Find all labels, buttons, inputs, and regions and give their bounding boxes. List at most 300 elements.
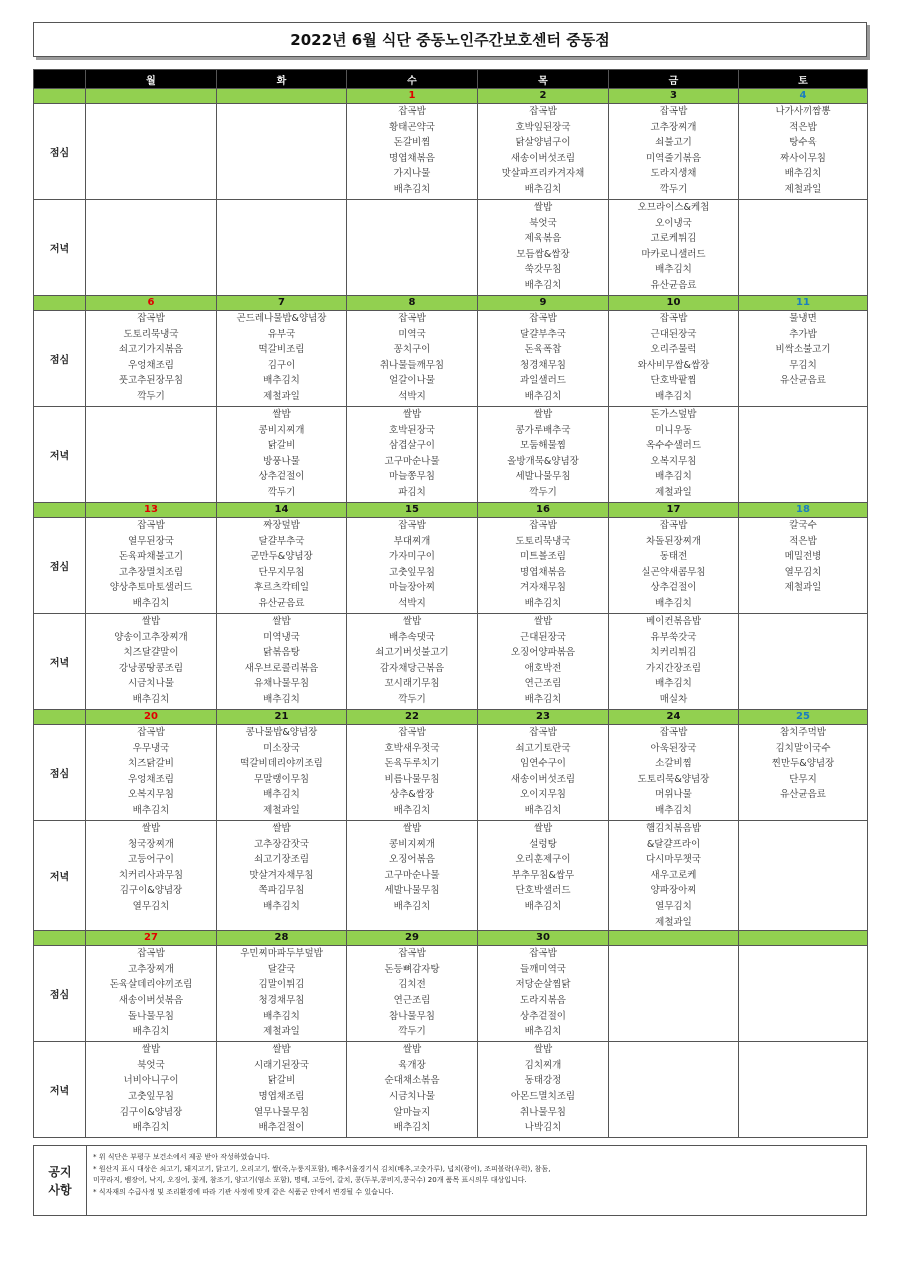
notice-line: * 위 식단은 부평구 보건소에서 제공 받아 작성하였습니다. xyxy=(93,1153,270,1161)
menu-item: 배추김치 xyxy=(393,804,431,816)
menu-item: 세발나물무침 xyxy=(515,471,571,483)
menu-item: 쌀밥 xyxy=(533,823,553,834)
menu-item: 제철과일 xyxy=(263,804,300,816)
menu-item: 아욱된장국 xyxy=(650,742,697,754)
menu-cell-wed xyxy=(347,518,478,614)
menu-cell-sat xyxy=(739,821,868,931)
menu-item: 열무김치 xyxy=(655,900,692,912)
menu-item: 쌀밥 xyxy=(141,616,161,627)
menu-cell-sat xyxy=(739,614,868,710)
meal-row-dinner xyxy=(34,407,868,503)
menu-cell-thu xyxy=(478,311,609,407)
menu-item: 단무지 xyxy=(789,773,817,785)
menu-cell-mon xyxy=(86,104,217,200)
menu-item: 적은밥 xyxy=(789,121,817,133)
menu-item: 겨자채무침 xyxy=(520,582,566,594)
menu-item: 고춧잎무침 xyxy=(389,566,435,578)
menu-item: 명엽채볶음 xyxy=(520,566,566,578)
menu-item: 풋고추된장무침 xyxy=(118,375,184,387)
notice-body xyxy=(87,1146,866,1215)
meal-label-lunch: 점심 xyxy=(34,725,86,821)
menu-item: 제철과일 xyxy=(655,486,692,498)
menu-cell-wed xyxy=(347,725,478,821)
menu-item: 닭갈비 xyxy=(267,1075,296,1087)
menu-item: 배추김치 xyxy=(263,375,300,387)
menu-item: 배추김치 xyxy=(132,1026,170,1038)
menu-cell-fri xyxy=(609,821,739,931)
date-tue xyxy=(217,89,347,104)
menu-item: 머위나물 xyxy=(655,789,692,801)
meal-label-dinner: 저녁 xyxy=(34,821,86,931)
menu-item: 쌀밥 xyxy=(272,823,291,834)
menu-item: 고구마순나물 xyxy=(384,455,440,467)
menu-item: 고추장찌개 xyxy=(650,121,697,133)
menu-cell-tue xyxy=(217,821,347,931)
date-row-corner xyxy=(34,503,86,518)
menu-table xyxy=(33,69,868,1138)
date-sat: 18 xyxy=(739,503,868,518)
menu-cell-fri xyxy=(609,946,739,1042)
day-header-row xyxy=(34,70,868,89)
menu-item: 청경채무침 xyxy=(520,359,566,371)
date-sat xyxy=(739,931,868,946)
menu-item: 치즈닭갈비 xyxy=(128,758,174,770)
menu-cell-tue xyxy=(217,104,347,200)
menu-item: 배추겉절이 xyxy=(258,1122,305,1134)
menu-cell-wed xyxy=(347,104,478,200)
menu-item: 닭살양념구이 xyxy=(515,137,571,149)
day-header-wed: 수 xyxy=(347,70,478,89)
menu-item: 유채나물무침 xyxy=(253,678,310,690)
menu-item: 오리주물럭 xyxy=(650,344,697,356)
menu-item: 치커리튀김 xyxy=(650,647,697,659)
menu-item: 파김치 xyxy=(398,486,426,498)
menu-item: 배추김치 xyxy=(263,900,300,912)
meal-label-dinner: 저녁 xyxy=(34,614,86,710)
menu-item: 오복지무침 xyxy=(650,455,697,467)
menu-body xyxy=(34,89,868,1138)
menu-item: 근대된장국 xyxy=(650,328,697,340)
menu-item: 배추김치 xyxy=(132,1122,170,1134)
menu-cell-wed xyxy=(347,821,478,931)
notice-line: 미꾸라지, 뱀장어, 낙지, 오징어, 꽃게, 참조기, 양고기(염소 포함), 명태, 고등어, 갈치, 콩(두부,콩비지,콩국수) 20개 품목 표시의무 대상입니다. xyxy=(93,1176,527,1185)
menu-cell-mon xyxy=(86,725,217,821)
menu-cell-sat xyxy=(739,725,868,821)
menu-cell-tue xyxy=(217,518,347,614)
menu-item: 가지나물 xyxy=(393,168,431,180)
menu-item: 김구이 xyxy=(267,359,296,371)
menu-item: 배추김치 xyxy=(655,264,692,276)
menu-cell-wed xyxy=(347,946,478,1042)
date-thu: 2 xyxy=(478,89,609,104)
date-fri: 24 xyxy=(609,710,739,725)
menu-item: 순대채소볶음 xyxy=(384,1075,440,1087)
menu-item: 호박된장국 xyxy=(389,424,435,436)
menu-item: 열무김치 xyxy=(132,900,170,912)
date-mon: 20 xyxy=(86,710,217,725)
date-tue: 7 xyxy=(217,296,347,311)
notice-label-line2: 사항 xyxy=(48,1182,72,1197)
menu-item: 차돌된장찌개 xyxy=(645,535,702,547)
menu-item: &달걀프라이 xyxy=(646,838,701,850)
menu-item: 알마늘지 xyxy=(393,1106,431,1118)
menu-item: 쇠고기버섯불고기 xyxy=(375,647,449,659)
menu-item: 삼겹살구이 xyxy=(389,440,435,452)
date-wed: 29 xyxy=(347,931,478,946)
date-fri: 3 xyxy=(609,89,739,104)
menu-item: 제철과일 xyxy=(784,183,822,195)
menu-item: 잡곡밥 xyxy=(659,727,688,738)
menu-item: 석박지 xyxy=(398,390,426,402)
menu-item: 올방개묵&양념장 xyxy=(507,455,579,467)
menu-item: 비름나물무침 xyxy=(384,773,440,785)
menu-item: 열무김치 xyxy=(784,566,822,578)
menu-item: 단무지무침 xyxy=(258,566,305,578)
menu-item: 고구마순나물 xyxy=(384,869,440,881)
menu-item: 쌀밥 xyxy=(402,823,422,834)
menu-cell-fri xyxy=(609,725,739,821)
menu-item: 취나물무침 xyxy=(520,1106,566,1118)
menu-item: 오이냉국 xyxy=(655,217,692,229)
menu-item: 새송이버섯볶음 xyxy=(118,994,184,1006)
date-wed: 8 xyxy=(347,296,478,311)
menu-item: 나가사끼짬뽕 xyxy=(775,106,831,117)
menu-item: 김치전 xyxy=(398,979,426,991)
menu-item: 매실차 xyxy=(659,693,688,705)
day-header-thu: 목 xyxy=(478,70,609,89)
menu-item: 유산균음료 xyxy=(258,597,305,609)
date-row-corner xyxy=(34,931,86,946)
menu-item: 배추김치 xyxy=(132,804,170,816)
menu-item: 근대된장국 xyxy=(520,631,566,643)
menu-item: 오징어볶음 xyxy=(389,854,435,866)
menu-cell-fri xyxy=(609,200,739,296)
menu-cell-tue xyxy=(217,725,347,821)
menu-item: 김치찌개 xyxy=(524,1059,562,1071)
menu-item: 추가밥 xyxy=(789,328,817,340)
menu-item: 모둠해물찜 xyxy=(520,440,566,452)
menu-item: 배추김치 xyxy=(393,900,431,912)
menu-item: 꼬시래기무침 xyxy=(384,678,440,690)
menu-item: 배추김치 xyxy=(393,183,431,195)
menu-item: 고춧잎무침 xyxy=(128,1090,174,1102)
menu-item: 참치주먹밥 xyxy=(780,727,826,738)
menu-item: 찐만두&양념장 xyxy=(771,758,835,770)
menu-item: 잡곡밥 xyxy=(529,520,557,531)
menu-item: 도토리묵&양념장 xyxy=(637,773,710,785)
menu-item: 잡곡밥 xyxy=(659,313,688,324)
menu-item: 쇠불고기 xyxy=(655,137,692,149)
menu-cell-fri xyxy=(609,407,739,503)
menu-item: 메밀전병 xyxy=(784,551,822,563)
date-mon: 27 xyxy=(86,931,217,946)
menu-item: 쌀밥 xyxy=(533,409,553,420)
menu-item: 육개장 xyxy=(398,1059,426,1071)
menu-item: 제철과일 xyxy=(655,916,692,928)
meal-row-dinner xyxy=(34,614,868,710)
menu-item: 제육볶음 xyxy=(524,233,562,245)
menu-item: 유산균음료 xyxy=(780,375,826,387)
date-tue: 21 xyxy=(217,710,347,725)
menu-cell-mon xyxy=(86,1042,217,1138)
menu-item: 우엉채조림 xyxy=(128,359,174,371)
menu-cell-tue xyxy=(217,614,347,710)
menu-cell-tue xyxy=(217,311,347,407)
menu-item: 잡곡밥 xyxy=(398,106,426,117)
date-mon xyxy=(86,89,217,104)
menu-cell-fri xyxy=(609,311,739,407)
menu-item: 적은밥 xyxy=(789,535,817,547)
date-sat: 4 xyxy=(739,89,868,104)
date-tue: 28 xyxy=(217,931,347,946)
menu-item: 새송이버섯조림 xyxy=(510,152,576,164)
menu-cell-mon xyxy=(86,518,217,614)
menu-item: 소갈비찜 xyxy=(655,758,692,770)
menu-item: 배추김치 xyxy=(524,900,562,912)
menu-cell-wed xyxy=(347,614,478,710)
menu-cell-mon xyxy=(86,311,217,407)
date-thu: 16 xyxy=(478,503,609,518)
menu-cell-wed xyxy=(347,407,478,503)
menu-item: 세발나물무침 xyxy=(384,885,440,897)
menu-item: 시금치나물 xyxy=(128,678,174,690)
menu-item: 부대찌개 xyxy=(393,535,431,547)
meal-row-lunch xyxy=(34,946,868,1042)
menu-item: 명엽채볶음 xyxy=(389,152,435,164)
menu-item: 잡곡밥 xyxy=(137,727,165,738)
menu-item: 배추김치 xyxy=(263,789,300,801)
menu-item: 쌀밥 xyxy=(272,616,291,627)
menu-item: 돌나물무침 xyxy=(128,1010,174,1022)
menu-item: 탕수육 xyxy=(789,137,817,149)
menu-item: 강낭콩땅콩조림 xyxy=(118,662,184,674)
menu-item: 방풍나물 xyxy=(263,455,300,467)
menu-item: 우엉채조림 xyxy=(128,773,174,785)
menu-item: 잡곡밥 xyxy=(659,520,688,531)
menu-item: 칼국수 xyxy=(789,520,817,531)
menu-item: 마카로니샐러드 xyxy=(641,248,706,260)
menu-item: 제철과일 xyxy=(263,390,300,402)
menu-item: 돈육살데리야끼조림 xyxy=(109,979,193,991)
menu-item: 열무나물무침 xyxy=(253,1106,310,1118)
meal-label-lunch: 점심 xyxy=(34,311,86,407)
menu-item: 돈갈비찜 xyxy=(393,137,431,149)
menu-item: 닭볶음탕 xyxy=(263,647,300,659)
menu-item: 치커리사과무침 xyxy=(118,869,184,881)
date-row xyxy=(34,296,868,311)
menu-cell-tue xyxy=(217,946,347,1042)
menu-cell-wed xyxy=(347,1042,478,1138)
menu-cell-thu xyxy=(478,725,609,821)
menu-item: 닭갈비 xyxy=(267,440,296,452)
menu-cell-fri xyxy=(609,518,739,614)
menu-item: 고로케튀김 xyxy=(650,233,697,245)
date-fri xyxy=(609,931,739,946)
menu-item: 청국장찌개 xyxy=(128,838,174,850)
menu-item: 배추김치 xyxy=(655,390,692,402)
date-row-corner xyxy=(34,296,86,311)
meal-row-dinner xyxy=(34,821,868,931)
menu-item: 잡곡밥 xyxy=(398,948,426,960)
menu-cell-mon xyxy=(86,946,217,1042)
menu-cell-fri xyxy=(609,614,739,710)
menu-item: 석박지 xyxy=(398,597,426,609)
menu-item: 쪽파김무침 xyxy=(258,885,305,897)
menu-item: 연근조림 xyxy=(393,994,431,1006)
menu-item: 우민찌마파두부덮밥 xyxy=(240,948,323,960)
menu-item: 새우브로콜리볶음 xyxy=(244,662,319,674)
date-row xyxy=(34,931,868,946)
menu-item: 돈육폭찹 xyxy=(524,344,562,356)
date-row xyxy=(34,710,868,725)
menu-item: 북엇국 xyxy=(137,1059,165,1071)
menu-item: 배추김치 xyxy=(524,183,562,195)
menu-item: 와사비무쌈&쌈장 xyxy=(637,359,710,371)
menu-cell-wed xyxy=(347,200,478,296)
menu-item: 배추김치 xyxy=(784,168,822,180)
menu-item: 돈가스덮밥 xyxy=(650,409,697,420)
menu-item: 다시마무챗국 xyxy=(645,854,702,866)
date-wed: 1 xyxy=(347,89,478,104)
menu-item: 참나물무침 xyxy=(389,1010,435,1022)
menu-item: 짜장덮밥 xyxy=(263,520,300,531)
menu-item: 콩비지찌개 xyxy=(258,424,305,436)
day-header-mon: 월 xyxy=(86,70,217,89)
menu-item: 군만두&양념장 xyxy=(250,551,313,563)
menu-cell-sat xyxy=(739,200,868,296)
menu-item: 도토리묵냉국 xyxy=(123,328,179,340)
menu-item: 부추무침&쌈무 xyxy=(511,869,575,881)
menu-item: 치즈달걀말이 xyxy=(123,647,179,659)
menu-item: 잡곡밥 xyxy=(659,106,688,117)
menu-item: 배추김치 xyxy=(524,597,562,609)
menu-cell-tue xyxy=(217,407,347,503)
menu-item: 제철과일 xyxy=(263,1026,300,1038)
menu-item: 청경채무침 xyxy=(258,994,305,1006)
menu-item: 연근조림 xyxy=(524,678,562,690)
menu-item: 미트볼조림 xyxy=(520,551,566,563)
menu-item: 달걀부추국 xyxy=(258,535,305,547)
menu-item: 돈육두루치기 xyxy=(384,758,440,770)
menu-item: 쌀밥 xyxy=(533,1044,553,1056)
menu-item: 유부국 xyxy=(267,328,296,340)
meal-row-lunch xyxy=(34,725,868,821)
menu-item: 배추속댓국 xyxy=(389,631,435,643)
menu-item: 도라지생채 xyxy=(650,168,697,180)
menu-item: 햄김치볶음밥 xyxy=(645,823,702,834)
menu-item: 배추김치 xyxy=(524,693,562,705)
meal-label-dinner: 저녁 xyxy=(34,1042,86,1138)
meal-label-dinner: 저녁 xyxy=(34,407,86,503)
date-row-corner xyxy=(34,710,86,725)
meal-row-dinner xyxy=(34,1042,868,1138)
page-title: 2022년 6월 식단 중동노인주간보호센터 중동점 xyxy=(33,22,867,57)
date-row xyxy=(34,89,868,104)
menu-cell-fri xyxy=(609,1042,739,1138)
menu-item: 물냉면 xyxy=(789,313,817,324)
meal-row-dinner xyxy=(34,200,868,296)
menu-item: 상추겉절이 xyxy=(520,1010,566,1022)
menu-item: 배추김치 xyxy=(524,279,562,291)
menu-item: 쑥갓무침 xyxy=(524,264,562,276)
date-row xyxy=(34,503,868,518)
menu-item: 쌀밥 xyxy=(402,616,422,627)
menu-item: 쌀밥 xyxy=(141,823,161,834)
menu-item: 유부쑥갓국 xyxy=(650,631,697,643)
menu-item: 배추김치 xyxy=(132,597,170,609)
menu-item: 깍두기 xyxy=(659,183,688,195)
menu-item: 돈등뼈감자탕 xyxy=(384,963,440,975)
meal-label-dinner: 저녁 xyxy=(34,200,86,296)
date-sat: 25 xyxy=(739,710,868,725)
menu-cell-thu xyxy=(478,946,609,1042)
menu-item: 고등어구이 xyxy=(128,854,174,866)
menu-item: 무김치 xyxy=(789,359,817,371)
date-fri: 17 xyxy=(609,503,739,518)
menu-item: 감자채당근볶음 xyxy=(379,662,445,674)
menu-cell-mon xyxy=(86,200,217,296)
menu-item: 잡곡밥 xyxy=(529,313,557,324)
menu-item: 배추김치 xyxy=(524,1026,562,1038)
menu-item: 김구이&양념장 xyxy=(119,885,183,897)
menu-item: 우무냉국 xyxy=(132,742,170,754)
menu-cell-mon xyxy=(86,614,217,710)
menu-item: 고추장멸치조림 xyxy=(118,566,184,578)
menu-item: 쌀밥 xyxy=(402,1044,422,1056)
menu-item: 옥수수샐러드 xyxy=(645,440,702,452)
menu-item: 쌀밥 xyxy=(141,1044,161,1056)
menu-item: 가자미구이 xyxy=(389,551,435,563)
date-thu: 9 xyxy=(478,296,609,311)
day-header-sat: 토 xyxy=(739,70,868,89)
corner-header xyxy=(34,70,86,89)
date-sat: 11 xyxy=(739,296,868,311)
menu-item: 제철과일 xyxy=(784,582,822,594)
menu-item: 잡곡밥 xyxy=(398,727,426,738)
menu-item: 김구이&양념장 xyxy=(119,1106,183,1118)
menu-item: 들깨미역국 xyxy=(520,963,566,975)
menu-cell-sat xyxy=(739,946,868,1042)
menu-item: 깍두기 xyxy=(137,390,165,402)
menu-item: 콩나물밥&양념장 xyxy=(245,727,318,738)
menu-item: 비싹소불고기 xyxy=(775,344,831,356)
meal-label-lunch: 점심 xyxy=(34,518,86,614)
menu-item: 곤드레나물밥&양념장 xyxy=(236,313,327,324)
menu-item: 후르츠칵테일 xyxy=(253,582,310,594)
menu-item: 유산균음료 xyxy=(780,789,826,801)
menu-item: 미역줄기볶음 xyxy=(645,152,702,164)
day-header-fri: 금 xyxy=(609,70,739,89)
menu-cell-wed xyxy=(347,311,478,407)
menu-item: 고추장찌개 xyxy=(128,963,174,975)
menu-item: 얼갈이나물 xyxy=(389,375,435,387)
notice-line: * 원산지 표시 대상은 쇠고기, 돼지고기, 닭고기, 오리고기, 쌀(죽,누룽지포함), 배추서울경기식 김치(배추,고춧가루), 넙치(광어), 조피볼락(우럭), 참돔, xyxy=(93,1164,551,1173)
menu-item: 쌀밥 xyxy=(272,409,291,420)
menu-item: 미소장국 xyxy=(263,742,300,754)
menu-item: 김말이튀김 xyxy=(258,979,305,991)
menu-item: 잡곡밥 xyxy=(137,313,165,324)
meal-row-lunch xyxy=(34,311,868,407)
menu-item: 임연수구이 xyxy=(520,758,566,770)
menu-item: 잡곡밥 xyxy=(398,520,426,531)
menu-item: 모듬쌈&쌈장 xyxy=(516,248,570,260)
menu-item: 시금치나물 xyxy=(389,1090,435,1102)
menu-item: 새우고로케 xyxy=(650,869,697,881)
menu-item: 깍두기 xyxy=(267,486,296,498)
menu-cell-fri xyxy=(609,104,739,200)
date-fri: 10 xyxy=(609,296,739,311)
menu-cell-tue xyxy=(217,1042,347,1138)
